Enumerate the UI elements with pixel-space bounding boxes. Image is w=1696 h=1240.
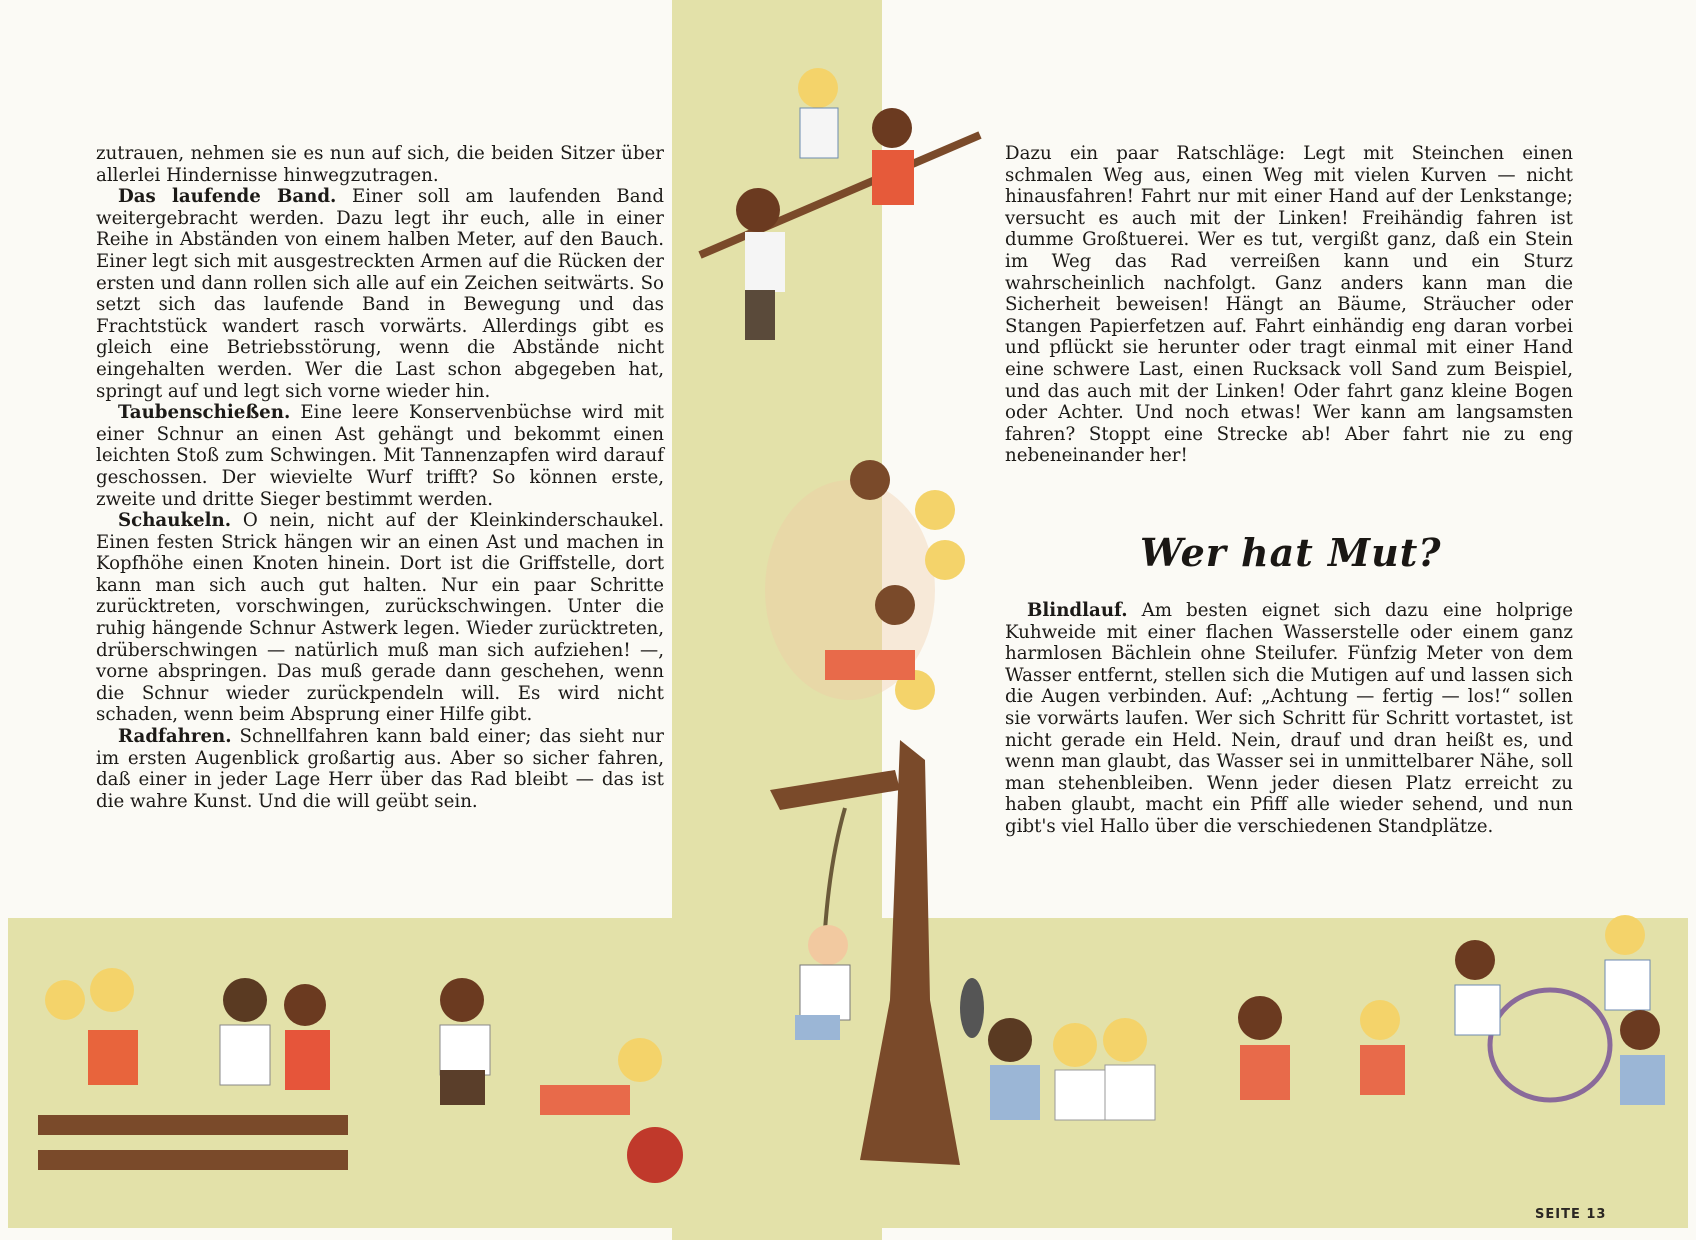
page-number: SEITE 13 [1535,1207,1607,1222]
left-text-column [96,143,664,812]
paragraph-blindlauf [1005,600,1573,838]
paragraph-taubenschiessen [96,402,664,510]
section-heading: Wer hat Mut? [1140,530,1442,575]
paragraph-lead: Schaukeln. [118,510,232,532]
paragraph-lead: Blindlauf. [1027,600,1128,621]
paragraph-ratschlaege: Dazu ein paar Ratschläge: Legt mit Steinchen einen schmalen Weg aus, einen Weg mit vielen Kurven — nicht hinausfahren! Fahrt nur mit einer Hand auf der Lenkstange; versucht es auch mit der Linken! Freihändig fahren ist dumme Großtuerei. Wer es tut, vergißt ganz, daß ein Stein im Weg das Rad verreißen kann und ein Sturz wahrscheinlich nachfolgt. Ganz anders kann man die Sicherheit beweisen! Hängt an Bäume, Sträucher oder Stangen Papierfetzen auf. Fahrt einhändig eng daran vorbei und pflückt sie herunter oder tragt einmal mit einer Hand eine schwere Last, einen Rucksack voll Sand zum Beispiel, und das auch mit der Linken! Oder fahrt ganz kleine Bogen oder Achter. Und noch etwas! Wer kann am langsamsten fahren? Stoppt eine Strecke ab! Aber fahrt nie zu eng nebeneinander her! [1005,143,1573,467]
paragraph-schaukeln [96,510,664,726]
paragraph-intro [96,143,664,186]
paragraph-text: Eine leere Konservenbüchse wird mit einer Schnur an einen Ast gehängt und bekommt einen leichten Stoß zum Schwingen. Mit Tannenzapfen wird darauf geschossen. Der wievielte Wurf trifft? So können erste, zweite und dritte Sieger bestimmt werden. [96,402,664,510]
right-text-column-bottom [1005,600,1573,838]
paragraph-text: O nein, nicht auf der Kleinkinderschaukel. Einen festen Strick hängen wir an einen Ast und machen in Kopfhöhe einen Knoten hinein. Dort ist die Griffstelle, dort kann man sich auch gut halten. Nur ein paar Schritte zurücktreten, vorschwingen, zurückschwingen. Unter die ruhig hängende Schnur Astwerk legen. Wieder zurücktreten, drüberschwingen — natürlich muß man sich aufziehen! —, vorne abspringen. Das muß gerade dann geschehen, wenn die Schnur wieder zurückpendeln will. Es wird nicht schaden, wenn beim Absprung einer Hilfe gibt. [96,510,664,726]
paragraph-lead: Taubenschießen. [118,402,291,424]
paragraph-das-laufende-band [96,186,664,402]
paragraph-text: zutrauen, nehmen sie es nun auf sich, die beiden Sitzer über allerlei Hindernisse hinwegzutragen. [96,143,664,186]
paragraph-text: Schnellfahren kann bald einer; das sieht nur im ersten Augenblick großartig aus. Aber so sicher fahren, daß einer in jeder Lage Herr über das Rad bleibt — das ist die wahre Kunst. Und die will geübt sein. [96,726,664,812]
paragraph-text: Am besten eignet sich dazu eine holprige Kuhweide mit einer flachen Wasserstelle oder einem ganz harmlosen Bächlein ohne Steilufer. Fünfzig Meter von dem Wasser entfernt, stellen sich die Mutigen auf und lassen sich die Augen verbinden. Auf: „Achtung — fertig — los!“ sollen sie vorwärts laufen. Wer sich Schritt für Schritt vortastet, ist nicht gerade ein Held. Nein, drauf und dran heißt es, und wenn man glaubt, das Wasser sei in unmittelbarer Nähe, soll man stehenbleiben. Wenn jeder diesen Platz erreicht zu haben glaubt, macht ein Pfiff alle wieder sehend, und nun gibt's viel Hallo über die verschiedenen Standplätze. [1005,600,1573,837]
paragraph-text: Einer soll am laufenden Band weitergebracht werden. Dazu legt ihr euch, alle in einer Reihe in Abständen von einem halben Meter, auf den Bauch. Einer legt sich mit ausgestreckten Armen auf die Rücken der ersten und dann rollen sich alle auf ein Zeichen seitwärts. So setzt sich das laufende Band in Bewegung und das Frachtstück wandert rasch vorwärts. Allerdings gibt es gleich eine Betriebsstörung, wenn die Abstände nicht eingehalten werden. Wer die Last schon abgegeben hat, springt auf und legt sich vorne wieder hin. [96,186,664,402]
paragraph-lead: Radfahren. [118,726,232,748]
paragraph-radfahren [96,726,664,812]
right-text-column-top [1005,143,1573,467]
paragraph-lead: Das laufende Band. [118,186,337,208]
